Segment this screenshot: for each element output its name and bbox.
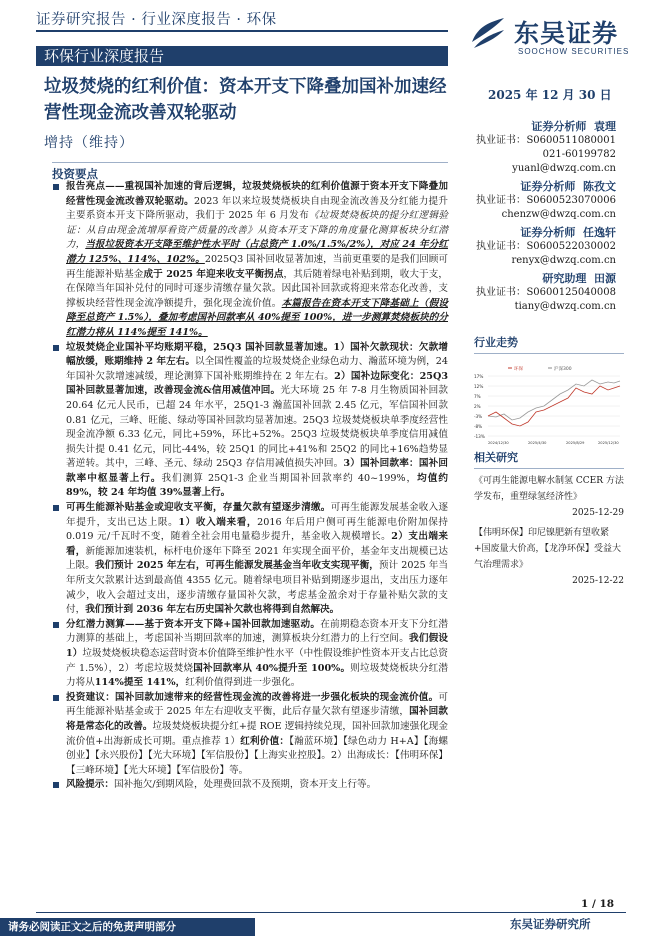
analyst-email[interactable]: renyx@dwzq.com.cn xyxy=(511,255,616,266)
point-bold: 3）国补回款率：国补回款率中枢显著上行。 xyxy=(66,458,448,484)
trend-chart xyxy=(474,362,624,450)
related-research xyxy=(474,450,624,589)
bullet-icon xyxy=(53,622,59,628)
point-bold: 我们预计到 2036 年左右历史国补欠款也将得到自然解决。 xyxy=(85,604,340,616)
point-text: ，其后随着绿电补贴到期，收大于支，在保障当年国补兑付的同时可逐步清缴存量欠款。因此国补回款或将迎来常态化改善，支撑板块经营性现金流净额提升，强化现金流价值。 xyxy=(66,268,449,309)
point-investment-advice xyxy=(66,691,448,779)
y-tick: 17% xyxy=(474,374,484,379)
point-bold: 114%提至 141%， xyxy=(94,677,186,689)
related-title: 相关研究 xyxy=(474,451,518,464)
point-bold: 2）支出端来看， xyxy=(66,531,448,557)
related-item[interactable]: 【伟明环保】印尼镍肥新有望收紧+国废量大价高，【龙净环保】受益大气治理需求》 xyxy=(474,528,622,570)
analyst-cert-row xyxy=(476,240,616,254)
point-text: 红利价值得到进一步强化。 xyxy=(185,677,301,689)
related-item-date: 2025-12-22 xyxy=(572,576,624,586)
point-bold: 国补回款将是常态化的改善。 xyxy=(66,706,449,732)
x-tick: 2025/8/29 xyxy=(566,441,585,445)
y-tick: 12% xyxy=(474,384,484,389)
analyst-phone: 021-60199782 xyxy=(542,149,616,160)
rating-label: 增持（维持） xyxy=(44,135,134,151)
point-bold: 1）国补欠款现状：欠款增幅放缓，账期维持 2 年左右。 xyxy=(66,341,448,368)
y-tick: -3% xyxy=(474,414,483,419)
analyst-role: 证券分析师 xyxy=(520,226,576,239)
legend-env: 环保 xyxy=(514,367,523,372)
cert-number: S0600125040008 xyxy=(526,287,616,298)
related-item[interactable]: 《可再生能源电解水制氢 CCER 方法学发布，重塑绿氢经济性》 xyxy=(474,476,624,502)
cert-number: S0600522030002 xyxy=(526,241,616,252)
x-tick: 2025/12/30 xyxy=(598,441,619,445)
footer-institute: 东吴证券研究所 xyxy=(510,917,591,931)
bullet-icon xyxy=(53,184,59,190)
point-text: 我们测算 25Q1-3 企业当期国补回款率约 40~199%， xyxy=(161,472,418,484)
point-text: 以全国性覆盖的垃圾焚烧企业绿色动力、瀚蓝环境为例，24 年国补欠款增速减缓，理论测算下国补账期维持在 2 年左右。 xyxy=(66,356,448,382)
point-bold: 红利价值： xyxy=(240,735,290,747)
analyst-block xyxy=(476,226,616,268)
cert-label: 执业证书： xyxy=(476,287,526,298)
report-date: 2025 年 12 月 30 日 xyxy=(488,88,612,102)
analyst-cert-row xyxy=(476,286,616,300)
analyst-block xyxy=(476,180,616,222)
related-item-date: 2025-12-29 xyxy=(572,508,624,518)
point-text: 在前期稳态资本开支下分红潜力测算的基础上，考虑国补当期回款率的加速，测算板块分红潜力的上行空间。 xyxy=(66,618,448,645)
analyst-heading xyxy=(476,180,616,194)
point-dividend-calc xyxy=(66,618,448,691)
point-text: 预计 2025 年当年所支欠款累计达到最高值 4355 亿元。随着绿电项目补贴到期逐步退出，支出压力逐年减少，收入会超过支出，逐步清缴存量国补欠款，考虑基金盈余对于存量补贴欠款的支付， xyxy=(66,560,449,616)
point-italic: 《垃圾焚烧板块的提分红逻辑验证：从自由现金流增厚看资产质量的改善》从资本开支下降的角度量化测算板块分红潜力， xyxy=(66,210,449,251)
point-text: 则垃圾焚烧板块分红潜力将从 xyxy=(66,662,448,689)
analyst-role: 研究助理 xyxy=(542,272,587,285)
point-bold: 1）收入端来看， xyxy=(178,516,258,528)
analyst-email[interactable]: chenzw@dwzq.com.cn xyxy=(501,209,616,220)
point-lead: 垃圾焚烧企业国补平均账期平稳，25Q3 国补回款显著加速。 xyxy=(66,341,334,353)
point-emphasis: 本篇报告在资本开支下降基础上（假设降至总资产 1.5%），叠加考虑国补回款率从 40%提至 100%，进一步测算焚烧板块的分红潜力将从 114%提至 141%。 xyxy=(66,297,449,338)
bullet-icon xyxy=(53,505,59,511)
legend-hs300: 沪深300 xyxy=(554,367,572,372)
analyst-heading xyxy=(476,226,616,240)
analyst-name: 田源 xyxy=(594,272,616,285)
point-lead: 可再生能源补贴基金或迎收支平衡，存量欠款有望逐步清缴。 xyxy=(66,502,331,514)
analyst-cert-row xyxy=(476,134,616,148)
point-lead: 投资建议：国补回款加速带来的经营性现金流的改善将进一步强化板块的现金流价值。 xyxy=(66,691,439,703)
footer-disclaimer[interactable]: 请务必阅读正文之后的免责声明部分 xyxy=(8,921,176,933)
related-divider xyxy=(474,468,624,469)
y-tick: 2% xyxy=(474,404,481,409)
analyst-block xyxy=(476,120,616,176)
point-text: 可再生能源发展基金收入逐年提升，支出已达上限。 xyxy=(66,502,449,528)
bullet-icon xyxy=(53,695,59,701)
investment-points xyxy=(52,180,448,793)
x-tick: 2025/4/30 xyxy=(528,441,547,445)
trend-title: 行业走势 xyxy=(474,336,518,349)
point-highlight xyxy=(66,180,448,341)
analyst-email[interactable]: tiany@dwzq.com.cn xyxy=(514,301,616,312)
analyst-name: 任逸轩 xyxy=(583,226,616,239)
trend-section xyxy=(474,334,624,354)
bullet-icon xyxy=(53,782,59,788)
analyst-email[interactable]: yuanl@dwzq.com.cn xyxy=(512,163,616,174)
point-lead: 分红潜力测算——基于资本开支下降+国补回款加速驱动。 xyxy=(66,618,321,630)
point-bold: 我们预计 2025 年左右，可再生能源发展基金当年收支实现平衡， xyxy=(94,560,379,572)
point-lead: 风险提示： xyxy=(66,779,114,791)
report-breadcrumb: 证券研究报告 · 行业深度报告 · 环保 xyxy=(36,12,277,28)
point-bold: 我们假设 1） xyxy=(66,633,449,659)
point-text: 2023 年以来垃圾焚烧板块自由现金流改善及分红能力提升主要系资本开支下降所驱动，我们于 2025 年 6 月发布 xyxy=(66,195,449,222)
y-tick: -8% xyxy=(474,424,483,429)
section-title: 投资要点 xyxy=(52,167,98,181)
soochow-logo-icon xyxy=(468,12,508,52)
point-bold: 成于 2025 年迎来收支平衡拐点 xyxy=(143,268,284,280)
logo-name-cn: 东吴证券 xyxy=(514,19,619,48)
point-subsidy-period xyxy=(66,341,448,502)
point-text: 垃圾焚烧板块提分红+提 ROE 逻辑持续兑现，国补回款加速强化现金流价值+出海新成长可期。重点推荐 1） xyxy=(66,720,448,747)
analyst-heading xyxy=(476,272,616,286)
point-text: 2016 年后用户侧可再生能源电价附加保持 0.019 元/千瓦时不变，随着全社会用电量稳步提升，基金收入规模增长。 xyxy=(66,516,449,543)
point-text: 2025Q3 国补回收显著加速，当前更重要的是我们回顾可再生能源补贴基金 xyxy=(66,253,448,280)
point-bold: 2）国补边际变化：25Q3 国补回款显著加速，改善现金流&信用减值冲回。 xyxy=(66,370,448,397)
page-number: 1 / 18 xyxy=(581,898,615,910)
page-title: 垃圾焚烧的红利价值：资本开支下降叠加国补加速经营性现金流改善双轮驱动 xyxy=(44,77,447,123)
point-fund-balance xyxy=(66,501,448,618)
point-text: 新能源加速装机，标杆电价逐年下降至 2021 年实现全面平价，基金年支出规模已达上限。 xyxy=(66,545,449,572)
bullet-icon xyxy=(53,345,59,351)
cert-number: S0600511080001 xyxy=(526,135,616,146)
point-emphasis: 当报垃圾资本开支降至维护性水平时（占总资产 1.0%/1.5%/2%），对应 24 年分红潜力 125%、114%、102%。 xyxy=(66,239,449,265)
point-text: 垃圾焚烧板块稳态运营时资本价值降至维护性水平（中性假设维护性资本开支占比总资产 1.5%），2）考虑垃圾焚烧 xyxy=(66,648,449,674)
analyst-heading xyxy=(476,120,616,134)
point-text: 光大环境 25 年 7-8 月生物质国补回款 20.64 亿元人民币，已超 24 年水平，25Q1-3 瀚蓝国补回款 2.45 亿元，军信国补回款 0.81 亿元，三峰、旺能、绿动等国补回款均显著加速。25Q3 垃圾焚烧板块单季度经营性现金流净额 6.33 亿元，同比+59%，环比+52%。25Q3 垃圾焚烧板块单季度信用减值损失计提 0.41 亿元，同比-44%，较 25Q1 的同比+41%和 25Q2 的同比+16%趋势显著逆转。其中，三峰、圣元、绿动 25Q3 存信用减值损失冲回。 xyxy=(66,385,448,470)
body-divider-top xyxy=(52,162,448,163)
y-tick: -13% xyxy=(474,434,485,439)
point-risk xyxy=(66,778,448,793)
cert-label: 执业证书： xyxy=(476,135,526,146)
analyst-list xyxy=(476,120,616,314)
analyst-name: 陈孜文 xyxy=(583,180,616,193)
footer-divider xyxy=(36,912,626,913)
analyst-name: 袁理 xyxy=(594,120,616,133)
analyst-cert-row xyxy=(476,194,616,208)
analyst-role: 证券分析师 xyxy=(531,120,587,133)
point-bold: 均值约 89%，较 24 年均值 39%显著上行。 xyxy=(66,472,448,499)
x-tick: 2024/12/30 xyxy=(488,441,509,445)
point-text: 【瀚蓝环境】【绿色动力 H+A】【海螺创业】【永兴股份】【光大环境】【军信股份】【上海实业控股】。2）出海成长：【伟明环保】【三峰环境】【光大环境】【军信股份】等。 xyxy=(66,735,449,776)
point-bold: 国补回款率从 40%提升至 100%。 xyxy=(193,662,351,674)
point-lead: 报告亮点——重视国补加速的背后逻辑，垃圾焚烧板块的红利价值源于资本开支下降叠加经营性现金流改善双轮驱动。 xyxy=(66,181,448,207)
analyst-block xyxy=(476,272,616,314)
report-type-label: 环保行业深度报告 xyxy=(44,47,165,65)
y-tick: 7% xyxy=(474,394,481,399)
cert-number: S0600523070006 xyxy=(526,195,616,206)
point-text: 可再生能源补贴基金或于 2025 年左右迎收支平衡，此后存量欠款有望逐步清缴， xyxy=(66,691,448,718)
header-divider xyxy=(36,30,448,32)
cert-label: 执业证书： xyxy=(476,195,526,206)
logo-name-en: SOOCHOW SECURITIES xyxy=(518,47,630,56)
trend-divider xyxy=(474,353,624,354)
point-text: 国补拖欠/到期风险，处理费回款不及预期，资本开支上行等。 xyxy=(113,779,377,791)
cert-label: 执业证书： xyxy=(476,241,526,252)
analyst-role: 证券分析师 xyxy=(520,180,576,193)
